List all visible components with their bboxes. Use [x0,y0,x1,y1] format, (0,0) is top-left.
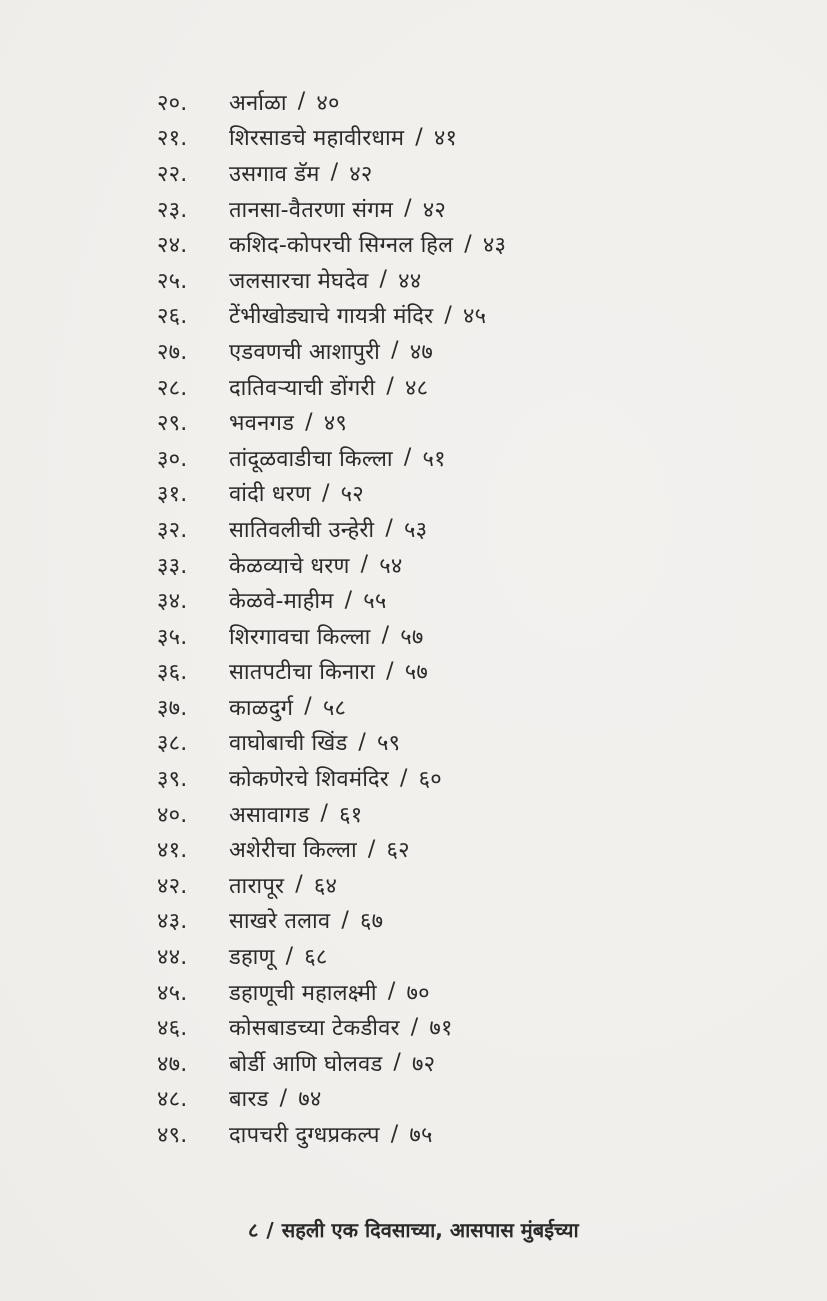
toc-entry [157,938,506,974]
toc-entry-number: ३२. [157,517,188,543]
toc-entry-number: २४. [157,233,188,259]
footer-page-number: ८ [248,1218,259,1242]
toc-entry [157,831,506,867]
toc-entry-separator: / [386,374,394,400]
toc-entry-page: ४५ [462,304,487,330]
toc-entry [157,120,506,156]
toc-entry-title: शिरगावचा किल्ला [229,624,371,650]
toc-entry-title: कोसबाडच्या टेकडीवर [229,1016,400,1042]
toc-entry-separator: / [393,1050,402,1076]
toc-entry-page: ५३ [403,517,428,543]
toc-entry [157,547,506,583]
toc-entry-page: ६७ [359,909,384,935]
toc-entry-number: ४९. [157,1123,188,1149]
toc-entry-number: ४७. [157,1051,188,1077]
toc-entry-title: अर्नाळा [229,90,287,116]
toc-entry-number: ३६. [157,660,188,686]
toc-entry-title: केळवे-माहीम [229,589,334,615]
toc-entry-number: ४६. [157,1016,188,1042]
toc-entry-separator: / [403,445,412,471]
toc-entry-page: ४१ [433,126,458,152]
toc-entry-number: ४३. [157,909,188,935]
toc-entry-number: २३. [157,197,188,223]
toc-entry-number: ४१. [157,838,188,864]
toc-entry-separator: / [295,872,303,898]
toc-entry-separator: / [381,623,390,649]
toc-entry-page: ५९ [377,731,401,757]
toc-entry-page: ४२ [349,161,373,187]
toc-entry-separator: / [399,765,408,791]
toc-entry-page: ६२ [386,838,410,864]
toc-entry [157,191,506,227]
toc-entry-separator: / [464,231,472,257]
toc-entry-page: ७५ [409,1123,433,1149]
toc-entry-title: जलसारचा मेघदेव [229,268,369,294]
toc-entry-separator: / [386,658,394,684]
toc-entry-page: ७२ [412,1051,436,1077]
toc-entry [157,725,506,761]
toc-entry [157,760,506,796]
toc-entry-separator: / [360,552,369,578]
toc-entry-number: ३८. [157,731,188,757]
toc-entry [157,796,506,832]
toc-entry-number: २८. [157,375,188,401]
toc-entry-page: ६० [418,767,442,793]
toc-entry [157,1045,506,1081]
toc-entry [157,298,506,334]
toc-entry-page: ४९ [323,411,347,437]
toc-entry [157,903,506,939]
toc-entry-title: बोर्डी आणि घोलवड [229,1051,383,1077]
toc-entry-number: २५. [157,268,188,294]
table-of-contents [157,84,506,1152]
toc-entry-page: ६४ [313,873,338,899]
toc-entry-number: ४४. [157,945,188,971]
toc-entry [157,440,506,476]
toc-entry-title: तारापूर [229,873,285,899]
toc-entry-separator: / [387,979,396,1005]
toc-entry-title: केळव्याचे धरण [229,553,350,579]
toc-entry-page: ५७ [400,624,424,650]
toc-entry-title: डहाणूची महालक्ष्मी [229,980,377,1006]
toc-entry-number: २६. [157,304,188,330]
toc-entry-number: २९. [157,411,188,437]
toc-entry-number: ३५. [157,624,188,650]
toc-entry-separator: / [385,516,393,542]
toc-entry-title: दापचरी दुग्धप्रकल्प [229,1123,380,1149]
toc-entry-separator: / [279,1085,288,1111]
toc-entry [157,1081,506,1117]
toc-entry-separator: / [330,160,339,186]
toc-entry-separator: / [285,943,294,969]
toc-entry-title: अशेरीचा किल्ला [229,838,357,864]
toc-entry-separator: / [404,196,412,222]
toc-entry-title: कोकणेरचे शिवमंदिर [229,767,389,793]
toc-entry-separator: / [341,907,349,933]
toc-entry-separator: / [379,267,388,293]
toc-entry-page: ७४ [298,1087,322,1113]
toc-entry-title: दातिवऱ्याची डोंगरी [229,375,376,401]
toc-entry-page: ६८ [304,945,328,971]
toc-entry-number: ४०. [157,802,188,828]
toc-entry [157,618,506,654]
toc-entry-number: २०. [157,90,188,116]
toc-entry-number: ३३. [157,553,188,579]
page-footer [248,1216,579,1243]
toc-entry [157,974,506,1010]
toc-entry-separator: / [305,409,313,435]
toc-entry-title: कशिद-कोपरची सिग्नल हिल [229,233,454,259]
toc-entry-title: बारड [229,1087,269,1113]
toc-entry-separator: / [297,89,306,115]
toc-entry-title: टेंभीखोड्याचे गायत्री मंदिर [229,304,434,330]
toc-entry-separator: / [390,1121,399,1147]
toc-entry-number: ३०. [157,446,188,472]
toc-entry-title: सातिवलीची उन्हेरी [229,517,375,543]
toc-entry-separator: / [444,302,452,328]
toc-entry-separator: / [304,694,312,720]
toc-entry-page: ४८ [404,375,429,401]
toc-entry-page: ५१ [422,446,446,472]
footer-book-title: सहली एक दिवसाच्या, आसपास मुंबईच्या [281,1218,579,1242]
toc-entry [157,369,506,405]
toc-entry-page: ५४ [379,553,403,579]
toc-entry-page: ५८ [322,695,347,721]
toc-entry-page: ४७ [409,339,433,365]
toc-entry-number: ३४. [157,589,188,615]
toc-entry-title: वाघोबाची खिंड [229,731,348,757]
toc-entry-page: ५५ [363,589,387,615]
toc-entry [157,654,506,690]
toc-entry-page: ५२ [340,482,364,508]
toc-entry-page: ४० [316,90,340,116]
toc-entry [157,511,506,547]
toc-entry-title: तानसा-वैतरणा संगम [229,197,394,223]
toc-entry-number: ४८. [157,1087,188,1113]
toc-entry-number: २२. [157,161,188,187]
toc-entry-page: ७० [406,980,430,1006]
toc-entry-title: डहाणू [229,945,275,971]
toc-entry-title: असावागड [229,802,310,828]
toc-entry-title: काळदुर्ग [229,695,294,721]
toc-entry-title: साखरे तलाव [229,909,331,935]
toc-entry [157,476,506,512]
toc-entry-number: ४५. [157,980,188,1006]
toc-entry-number: २१. [157,126,188,152]
toc-entry-number: ३१. [157,482,188,508]
toc-entry [157,867,506,903]
toc-entry-separator: / [320,801,329,827]
footer-separator: / [266,1218,274,1242]
toc-entry-page: ४४ [398,268,422,294]
toc-entry [157,1116,506,1152]
toc-entry-number: २७. [157,339,188,365]
toc-entry-number: ३९. [157,767,188,793]
toc-entry-number: ३७. [157,695,188,721]
toc-entry [157,333,506,369]
toc-entry-title: शिरसाडचे महावीरधाम [229,126,405,152]
toc-entry [157,84,506,120]
toc-entry-title: उसगाव डॅम [229,161,320,187]
toc-entry-title: एडवणची आशापुरी [229,339,381,365]
toc-entry-separator: / [415,124,423,150]
toc-entry-page: ५७ [404,660,428,686]
toc-entry [157,689,506,725]
toc-entry-title: तांदूळवाडीचा किल्ला [229,446,393,472]
toc-entry-title: सातपटीचा किनारा [229,660,376,686]
toc-entry-separator: / [344,587,353,613]
toc-entry-title: वांदी धरण [229,482,311,508]
toc-entry-separator: / [358,729,367,755]
toc-entry-page: ४२ [422,197,447,223]
toc-entry [157,404,506,440]
toc-entry [157,262,506,298]
toc-entry-separator: / [391,338,399,364]
toc-entry [157,582,506,618]
toc-entry-page: ४३ [482,233,507,259]
toc-entry-page: ७१ [429,1016,453,1042]
toc-entry-separator: / [321,480,330,506]
toc-entry-separator: / [367,836,376,862]
toc-entry [157,1009,506,1045]
toc-entry [157,155,506,191]
toc-entry-page: ६१ [339,802,363,828]
toc-entry-separator: / [410,1014,419,1040]
toc-entry-title: भवनगड [229,411,295,437]
toc-entry [157,226,506,262]
toc-entry-number: ४२. [157,873,188,899]
